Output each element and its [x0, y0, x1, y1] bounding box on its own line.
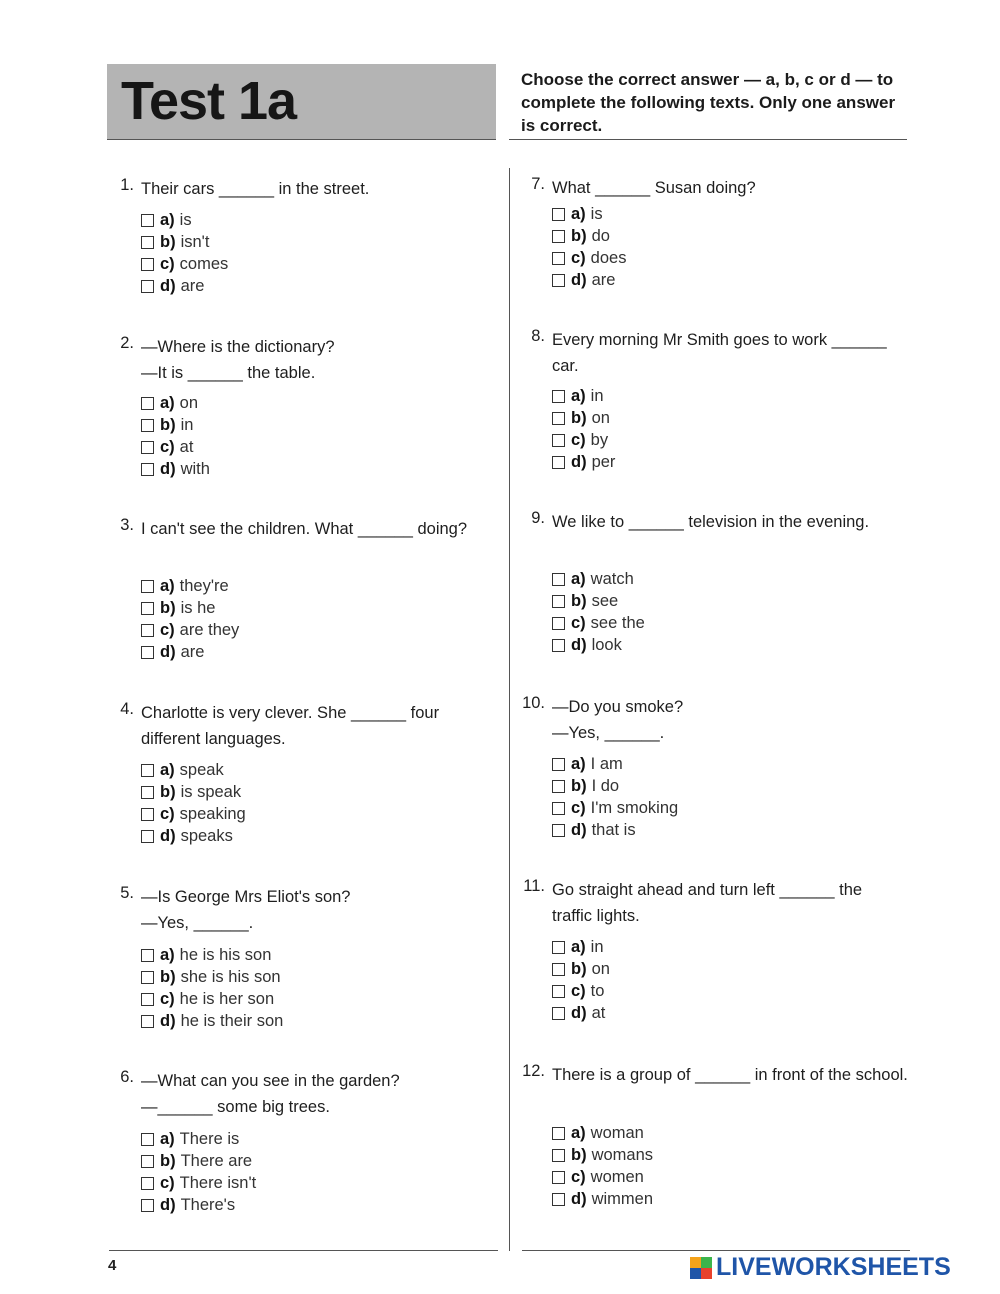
option-a[interactable]: a) is — [141, 209, 228, 231]
question-text: There is a group of ______ in front of the school. — [552, 1066, 908, 1084]
option-a[interactable]: a) I am — [552, 753, 678, 775]
checkbox[interactable] — [141, 830, 154, 843]
checkbox[interactable] — [141, 602, 154, 615]
checkbox[interactable] — [552, 617, 565, 630]
instructions-text: Choose the correct answer — a, b, c or d — to complete the following texts. Only one answer is correct. — [521, 70, 896, 135]
question-number: 12. — [522, 1062, 545, 1080]
checkbox[interactable] — [141, 397, 154, 410]
option-b[interactable]: b) on — [552, 958, 610, 980]
option-c[interactable]: c) comes — [141, 253, 228, 275]
checkbox[interactable] — [141, 808, 154, 821]
checkbox[interactable] — [552, 274, 565, 287]
checkbox[interactable] — [141, 1199, 154, 1212]
option-a[interactable]: a) watch — [552, 568, 645, 590]
option-b[interactable]: b) isn't — [141, 231, 228, 253]
checkbox[interactable] — [141, 646, 154, 659]
question-number: 5. — [120, 884, 134, 902]
checkbox[interactable] — [141, 971, 154, 984]
checkbox[interactable] — [141, 949, 154, 962]
title-banner — [107, 64, 496, 139]
question-text: We like to ______ television in the evening. — [552, 513, 870, 531]
option-d[interactable]: d) per — [552, 451, 615, 473]
question-text: What ______ Susan doing? — [552, 179, 756, 197]
answer-options — [552, 936, 610, 1024]
checkbox[interactable] — [141, 764, 154, 777]
brand-logo[interactable] — [690, 1253, 951, 1282]
option-d[interactable]: d) are — [552, 269, 626, 291]
option-d[interactable]: d) are — [141, 641, 239, 663]
question-number: 9. — [531, 509, 545, 527]
footer-divider-left — [109, 1250, 498, 1251]
question-text: —Is George Mrs Eliot's son? —Yes, ______. — [141, 888, 351, 932]
question-number: 4. — [120, 700, 134, 718]
option-d[interactable]: d) that is — [552, 819, 678, 841]
option-b[interactable]: b) I do — [552, 775, 678, 797]
checkbox[interactable] — [552, 1193, 565, 1206]
brand-grid-icon — [690, 1257, 712, 1279]
question-number: 2. — [120, 334, 134, 352]
option-a[interactable]: a) is — [552, 203, 626, 225]
question-number: 1. — [120, 176, 134, 194]
checkbox[interactable] — [141, 1177, 154, 1190]
option-a[interactable]: a) on — [141, 392, 210, 414]
option-d[interactable]: d) are — [141, 275, 228, 297]
option-c[interactable]: c) does — [552, 247, 626, 269]
header-divider-left — [107, 139, 496, 140]
option-d[interactable]: d) he is their son — [141, 1010, 283, 1032]
brand-name: LIVEWORKSHEETS — [716, 1253, 951, 1281]
answer-options — [141, 759, 246, 847]
header-divider-right — [509, 139, 907, 140]
footer-divider-right — [522, 1250, 910, 1251]
answer-options — [141, 392, 210, 480]
option-c[interactable]: c) There isn't — [141, 1172, 256, 1194]
question-text: —Where is the dictionary? —It is ______ the table. — [141, 338, 335, 382]
option-c[interactable]: c) are they — [141, 619, 239, 641]
question-text: Their cars ______ in the street. — [141, 180, 370, 198]
checkbox[interactable] — [552, 802, 565, 815]
checkbox[interactable] — [141, 441, 154, 454]
option-b[interactable]: b) on — [552, 407, 615, 429]
option-b[interactable]: b) see — [552, 590, 645, 612]
checkbox[interactable] — [552, 824, 565, 837]
checkbox[interactable] — [552, 1149, 565, 1162]
checkbox[interactable] — [141, 993, 154, 1006]
option-b[interactable]: b) do — [552, 225, 626, 247]
question-number: 8. — [531, 327, 545, 345]
checkbox[interactable] — [552, 208, 565, 221]
option-b[interactable]: b) is he — [141, 597, 239, 619]
checkbox[interactable] — [552, 985, 565, 998]
answer-options — [141, 944, 283, 1032]
option-a[interactable]: a) There is — [141, 1128, 256, 1150]
answer-options — [552, 385, 615, 473]
checkbox[interactable] — [141, 1155, 154, 1168]
option-b[interactable]: b) she is his son — [141, 966, 283, 988]
checkbox[interactable] — [141, 786, 154, 799]
checkbox[interactable] — [552, 780, 565, 793]
option-b[interactable]: b) There are — [141, 1150, 256, 1172]
option-d[interactable]: d) wimmen — [552, 1188, 653, 1210]
option-d[interactable]: d) with — [141, 458, 210, 480]
option-c[interactable]: c) he is her son — [141, 988, 283, 1010]
option-c[interactable]: c) see the — [552, 612, 645, 634]
checkbox[interactable] — [552, 941, 565, 954]
checkbox[interactable] — [141, 1133, 154, 1146]
checkbox[interactable] — [552, 639, 565, 652]
answer-options — [141, 1128, 256, 1216]
option-a[interactable]: a) speak — [141, 759, 246, 781]
checkbox[interactable] — [552, 456, 565, 469]
checkbox[interactable] — [141, 236, 154, 249]
checkbox[interactable] — [552, 758, 565, 771]
question-number: 6. — [120, 1068, 134, 1086]
question-text: Go straight ahead and turn left ______ the traffic lights. — [552, 881, 863, 925]
answer-options — [552, 568, 645, 656]
answer-options — [141, 575, 239, 663]
page-number: 4 — [108, 1257, 117, 1274]
option-c[interactable]: c) by — [552, 429, 615, 451]
page-title: Test 1a — [121, 71, 297, 131]
option-b[interactable]: b) in — [141, 414, 210, 436]
checkbox[interactable] — [552, 1127, 565, 1140]
checkbox[interactable] — [141, 463, 154, 476]
question-text: I can't see the children. What ______ doing? — [141, 520, 468, 538]
answer-options — [552, 753, 678, 841]
checkbox[interactable] — [141, 280, 154, 293]
option-a[interactable]: a) woman — [552, 1122, 653, 1144]
option-b[interactable]: b) womans — [552, 1144, 653, 1166]
option-b[interactable]: b) is speak — [141, 781, 246, 803]
option-a[interactable]: a) in — [552, 385, 615, 407]
option-d[interactable]: d) speaks — [141, 825, 246, 847]
option-c[interactable]: c) women — [552, 1166, 653, 1188]
checkbox[interactable] — [141, 214, 154, 227]
question-text: —What can you see in the garden? —______ some big trees. — [141, 1072, 400, 1116]
checkbox[interactable] — [141, 258, 154, 271]
question-number: 10. — [522, 694, 545, 712]
checkbox[interactable] — [552, 230, 565, 243]
checkbox[interactable] — [552, 963, 565, 976]
option-d[interactable]: d) look — [552, 634, 645, 656]
question-number: 11. — [523, 877, 545, 895]
checkbox[interactable] — [552, 595, 565, 608]
question-number: 3. — [120, 516, 134, 534]
question-text: Every morning Mr Smith goes to work ______ car. — [552, 331, 887, 375]
question-number: 7. — [531, 175, 545, 193]
option-a[interactable]: a) he is his son — [141, 944, 283, 966]
option-c[interactable]: c) to — [552, 980, 610, 1002]
checkbox[interactable] — [552, 390, 565, 403]
checkbox[interactable] — [552, 1171, 565, 1184]
answer-options — [552, 1122, 653, 1210]
option-d[interactable]: d) There's — [141, 1194, 256, 1216]
checkbox[interactable] — [552, 434, 565, 447]
option-a[interactable]: a) in — [552, 936, 610, 958]
option-a[interactable]: a) they're — [141, 575, 239, 597]
checkbox[interactable] — [552, 573, 565, 586]
checkbox[interactable] — [552, 252, 565, 265]
checkbox[interactable] — [552, 1007, 565, 1020]
answer-options — [141, 209, 228, 297]
option-c[interactable]: c) I'm smoking — [552, 797, 678, 819]
option-c[interactable]: c) speaking — [141, 803, 246, 825]
answer-options — [552, 203, 626, 291]
checkbox[interactable] — [552, 412, 565, 425]
option-d[interactable]: d) at — [552, 1002, 610, 1024]
option-c[interactable]: c) at — [141, 436, 210, 458]
column-divider — [509, 168, 510, 1251]
checkbox[interactable] — [141, 1015, 154, 1028]
question-text: —Do you smoke? —Yes, ______. — [552, 698, 684, 742]
checkbox[interactable] — [141, 419, 154, 432]
checkbox[interactable] — [141, 580, 154, 593]
checkbox[interactable] — [141, 624, 154, 637]
question-text: Charlotte is very clever. She ______ four different languages. — [141, 704, 440, 748]
